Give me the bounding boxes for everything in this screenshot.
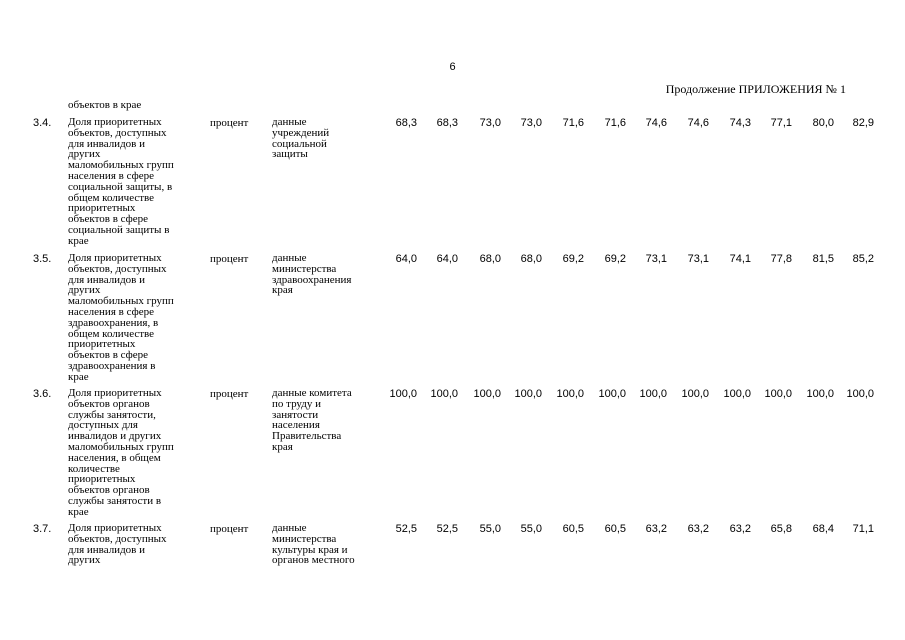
indicator-value: 77,8: [770, 253, 792, 265]
indicator-name-line: инвалидов и других: [68, 430, 162, 443]
indicator-value: 74,3: [729, 117, 751, 129]
indicator-value: 52,5: [436, 523, 458, 535]
indicator-name: [68, 523, 198, 566]
indicator-value: 73,0: [520, 117, 542, 129]
data-source-line: защиты: [272, 148, 308, 161]
indicator-value: 100,0: [556, 388, 584, 400]
indicator-value: 100,0: [639, 388, 667, 400]
indicator-name: [68, 117, 198, 247]
indicator-value: 69,2: [604, 253, 626, 265]
indicator-value: 81,5: [812, 253, 834, 265]
indicator-value: 60,5: [562, 523, 584, 535]
indicator-value: 85,2: [852, 253, 874, 265]
indicator-value: 68,0: [479, 253, 501, 265]
indicator-value: 73,0: [479, 117, 501, 129]
indicator-value: 100,0: [389, 388, 417, 400]
indicator-value: 100,0: [430, 388, 458, 400]
indicator-name-line: Доля приоритетных: [68, 522, 162, 534]
indicator-value: 73,1: [687, 253, 709, 265]
indicator-value: 68,3: [395, 117, 417, 129]
indicator-name-line: количестве: [68, 462, 120, 475]
indicator-name-line: других: [68, 284, 101, 297]
indicator-value: 60,5: [604, 523, 626, 535]
indicator-name-line: социальной защиты, в: [68, 180, 173, 193]
indicator-value: 74,6: [645, 117, 667, 129]
previous-row-tail: объектов в крае: [68, 99, 142, 111]
indicator-name-line: населения в сфере: [68, 169, 154, 182]
indicator-name-line: общем количестве: [68, 191, 155, 204]
indicator-value: 71,6: [604, 117, 626, 129]
indicator-value: 77,1: [770, 117, 792, 129]
indicator-name-line: для инвалидов и: [68, 137, 145, 150]
data-source-line: здравоохранения: [272, 273, 352, 286]
indicator-value: 55,0: [479, 523, 501, 535]
indicator-value: 80,0: [812, 117, 834, 129]
data-source: [272, 388, 380, 453]
indicator-value: 64,0: [395, 253, 417, 265]
indicator-name-line: маломобильных групп: [68, 159, 174, 172]
row-number: 3.7.: [33, 523, 52, 535]
appendix-continuation-label: Продолжение ПРИЛОЖЕНИЯ № 1: [665, 82, 846, 96]
indicator-name-line: маломобильных групп: [68, 440, 174, 453]
indicator-value: 63,2: [687, 523, 709, 535]
indicator-value: 71,6: [562, 117, 584, 129]
indicator-value: 100,0: [846, 388, 874, 400]
indicator-name-line: приоритетных: [68, 202, 136, 215]
unit-of-measure: процент: [210, 388, 249, 400]
indicator-value: 71,1: [852, 523, 874, 535]
indicator-name-line: объектов, доступных: [68, 126, 167, 139]
data-source-line: министерства: [272, 532, 337, 545]
indicator-name-line: социальной защиты в: [68, 223, 170, 236]
indicator-name-line: крае: [68, 234, 89, 247]
data-source: [272, 117, 380, 160]
data-source-line: по труду и: [272, 397, 321, 410]
indicator-value: 55,0: [520, 523, 542, 535]
data-source: [272, 523, 380, 566]
indicator-value: 74,6: [687, 117, 709, 129]
data-source-line: учреждений: [272, 126, 330, 139]
unit-of-measure: процент: [210, 117, 249, 129]
unit-of-measure: процент: [210, 253, 249, 265]
indicator-name-line: объектов органов: [68, 397, 150, 410]
indicator-name-line: службы занятости в: [68, 494, 162, 507]
indicator-value: 100,0: [806, 388, 834, 400]
indicator-name-line: населения, в общем: [68, 451, 161, 464]
indicator-value: 64,0: [436, 253, 458, 265]
indicator-name-line: здравоохранения, в: [68, 316, 159, 329]
indicator-name-line: объектов в сфере: [68, 213, 149, 226]
indicator-name-line: Доля приоритетных: [68, 387, 162, 399]
data-source-line: края: [272, 440, 293, 453]
data-source-line: населения: [272, 419, 320, 432]
indicator-value: 52,5: [395, 523, 417, 535]
indicator-name-line: объектов, доступных: [68, 532, 167, 545]
indicator-name-line: населения в сфере: [68, 305, 154, 318]
indicator-name: [68, 388, 198, 518]
indicator-value: 100,0: [598, 388, 626, 400]
data-source-line: Правительства: [272, 430, 342, 443]
indicator-name-line: приоритетных: [68, 338, 136, 351]
row-number: 3.5.: [33, 253, 52, 265]
data-source-line: данные: [272, 252, 307, 264]
row-number: 3.4.: [33, 117, 52, 129]
data-source-line: культуры края и: [272, 543, 348, 556]
indicator-value: 68,4: [812, 523, 834, 535]
indicator-name-line: других: [68, 148, 101, 161]
indicator-name-line: здравоохранения в: [68, 359, 156, 372]
data-source-line: данные: [272, 522, 307, 534]
indicator-name-line: Доля приоритетных: [68, 252, 162, 264]
row-number: 3.6.: [33, 388, 52, 400]
indicator-value: 69,2: [562, 253, 584, 265]
indicator-name-line: крае: [68, 505, 89, 518]
indicator-name: [68, 253, 198, 383]
indicator-value: 100,0: [514, 388, 542, 400]
data-source-line: органов местного: [272, 554, 355, 567]
data-source-line: данные комитета: [272, 387, 352, 399]
indicator-value: 82,9: [852, 117, 874, 129]
indicator-name-line: общем количестве: [68, 327, 155, 340]
indicator-value: 68,3: [436, 117, 458, 129]
indicator-value: 65,8: [770, 523, 792, 535]
indicator-name-line: службы занятости,: [68, 408, 156, 421]
indicator-name-line: для инвалидов и: [68, 543, 145, 556]
data-source-line: социальной: [272, 137, 327, 150]
data-source-line: министерства: [272, 262, 337, 275]
indicator-name-line: для инвалидов и: [68, 273, 145, 286]
indicator-name-line: объектов в сфере: [68, 349, 149, 362]
indicator-name-line: доступных для: [68, 419, 138, 432]
indicator-name-line: объектов органов: [68, 484, 150, 497]
page-number: 6: [449, 61, 456, 73]
indicator-value: 100,0: [723, 388, 751, 400]
indicator-name-line: приоритетных: [68, 473, 136, 486]
indicator-value: 100,0: [681, 388, 709, 400]
data-source-line: края: [272, 284, 293, 297]
unit-of-measure: процент: [210, 523, 249, 535]
indicator-name-line: крае: [68, 370, 89, 383]
data-source: [272, 253, 380, 296]
indicator-value: 74,1: [729, 253, 751, 265]
data-source-line: данные: [272, 116, 307, 128]
indicator-value: 100,0: [473, 388, 501, 400]
indicator-value: 63,2: [645, 523, 667, 535]
indicator-name-line: маломобильных групп: [68, 295, 174, 308]
indicator-name-line: объектов, доступных: [68, 262, 167, 275]
indicator-value: 63,2: [729, 523, 751, 535]
indicator-value: 73,1: [645, 253, 667, 265]
data-source-line: занятости: [272, 408, 319, 421]
indicator-value: 100,0: [764, 388, 792, 400]
indicator-name-line: Доля приоритетных: [68, 116, 162, 128]
indicator-name-line: других: [68, 554, 101, 567]
indicator-value: 68,0: [520, 253, 542, 265]
